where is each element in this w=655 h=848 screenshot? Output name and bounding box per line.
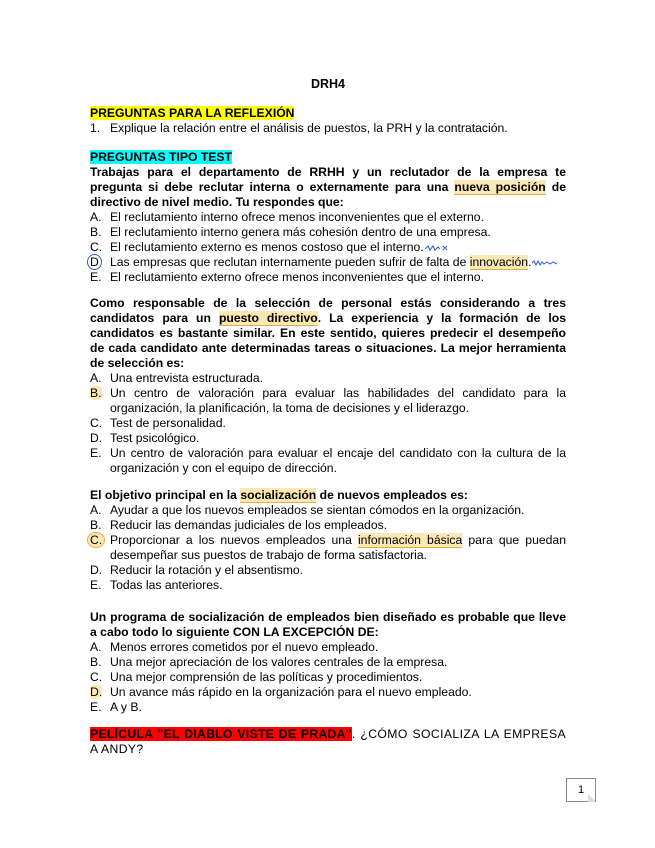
option-d: D. Reducir la rotación y el absentismo. <box>90 563 304 577</box>
option-c: C. Una mejor comprensión de las políticas y procedimientos. <box>90 670 423 684</box>
ink-squiggle-icon <box>531 259 559 267</box>
option-b: B. El reclutamiento interno genera más cohesión dentro de una empresa. <box>90 225 491 239</box>
question-prompt: Un programa de socialización de empleados bien diseñado es probable que lleve a cabo todo lo siguiente CON LA EXCEPCIÓN DE: <box>90 610 566 639</box>
option-b: B. Un centro de valoración para evaluar las habilidades del candidato para la organización, la planificación, la toma de decisiones y el liderazgo. <box>90 386 566 415</box>
highlight-mark: información básica <box>357 533 463 547</box>
question-4 <box>90 610 566 715</box>
question-1 <box>90 165 566 285</box>
answer-mark: B. <box>90 386 102 400</box>
highlight-mark: nueva posición <box>454 180 546 194</box>
document-title: DRH4 <box>310 77 346 91</box>
section-reflection <box>90 106 566 136</box>
item-text: Explique la relación entre el análisis de puestos, la PRH y la contratación. <box>110 121 508 135</box>
film-heading: PELÍCULA "EL DIABLO VISTE DE PRADA" <box>90 727 352 741</box>
highlight-mark: innovación <box>469 255 529 269</box>
ink-squiggle-icon <box>424 244 452 252</box>
answer-circle: D <box>87 254 102 270</box>
highlight-mark: puesto directivo <box>218 311 318 325</box>
question-prompt: El objetivo principal en la socialización de nuevos empleados es: <box>90 488 468 502</box>
option-e: E. Todas las anteriores. <box>90 578 223 592</box>
option-c: C. El reclutamiento externo es menos costoso que el interno. <box>90 240 566 255</box>
option-d: D. Un avance más rápido en la organización para el nuevo empleado. <box>90 685 472 699</box>
page-number: 1 <box>566 778 596 802</box>
option-b: B. Reducir las demandas judiciales de los empleados. <box>90 518 388 532</box>
option-e: E. Un centro de valoración para evaluar el encaje del candidato con la cultura de la organización y con el equipo de dirección. <box>90 446 566 475</box>
highlight-mark: socialización <box>240 488 317 502</box>
section-heading-reflection: PREGUNTAS PARA LA REFLEXIÓN <box>90 106 295 120</box>
option-e: E. A y B. <box>90 700 142 714</box>
option-a: A. El reclutamiento interno ofrece menos inconvenientes que el externo. <box>90 210 484 224</box>
answer-circle: C. <box>87 532 105 548</box>
option-b: B. Una mejor apreciación de los valores centrales de la empresa. <box>90 655 448 669</box>
option-c: C. Proporcionar a los nuevos empleados una información básica para que puedan desempeñar sus puestos de trabajo de forma satisfactoria. <box>90 533 566 563</box>
option-a: A. Menos errores cometidos por el nuevo empleado. <box>90 640 379 654</box>
option-c: C. Test de personalidad. <box>90 416 226 430</box>
section-test <box>90 150 566 165</box>
question-prompt: Trabajas para el departamento de RRHH y un reclutador de la empresa te pregunta si debe reclutar interna o externamente para una nueva posición de directivo de nivel medio. Tu respondes que: <box>90 165 566 209</box>
option-e: E. El reclutamiento externo ofrece menos inconvenientes que el interno. <box>90 270 484 284</box>
reflection-item <box>90 121 566 136</box>
item-number: 1. <box>90 121 101 135</box>
section-heading-test: PREGUNTAS TIPO TEST <box>90 150 232 164</box>
question-2 <box>90 296 566 476</box>
answer-mark: D. <box>90 685 103 699</box>
film-question <box>90 727 566 757</box>
film-question-text: . ¿CÓMO SOCIALIZA LA EMPRESA A ANDY? <box>90 727 567 756</box>
option-a: A. Una entrevista estructurada. <box>90 371 264 385</box>
question-3 <box>90 488 566 593</box>
option-d: D Las empresas que reclutan internamente pueden sufrir de falta de innovación. <box>90 255 566 270</box>
option-a: A. Ayudar a que los nuevos empleados se sientan cómodos en la organización. <box>90 503 525 517</box>
question-prompt: Como responsable de la selección de personal estás considerando a tres candidatos para un puesto directivo. La experiencia y la formación de los candidatos es bastante similar. En este sentido, quieres predecir el desempeño de cada candidato ante determinadas tareas o situaciones. La mejor herramienta de selección es: <box>90 296 567 370</box>
option-d: D. Test psicológico. <box>90 431 200 445</box>
